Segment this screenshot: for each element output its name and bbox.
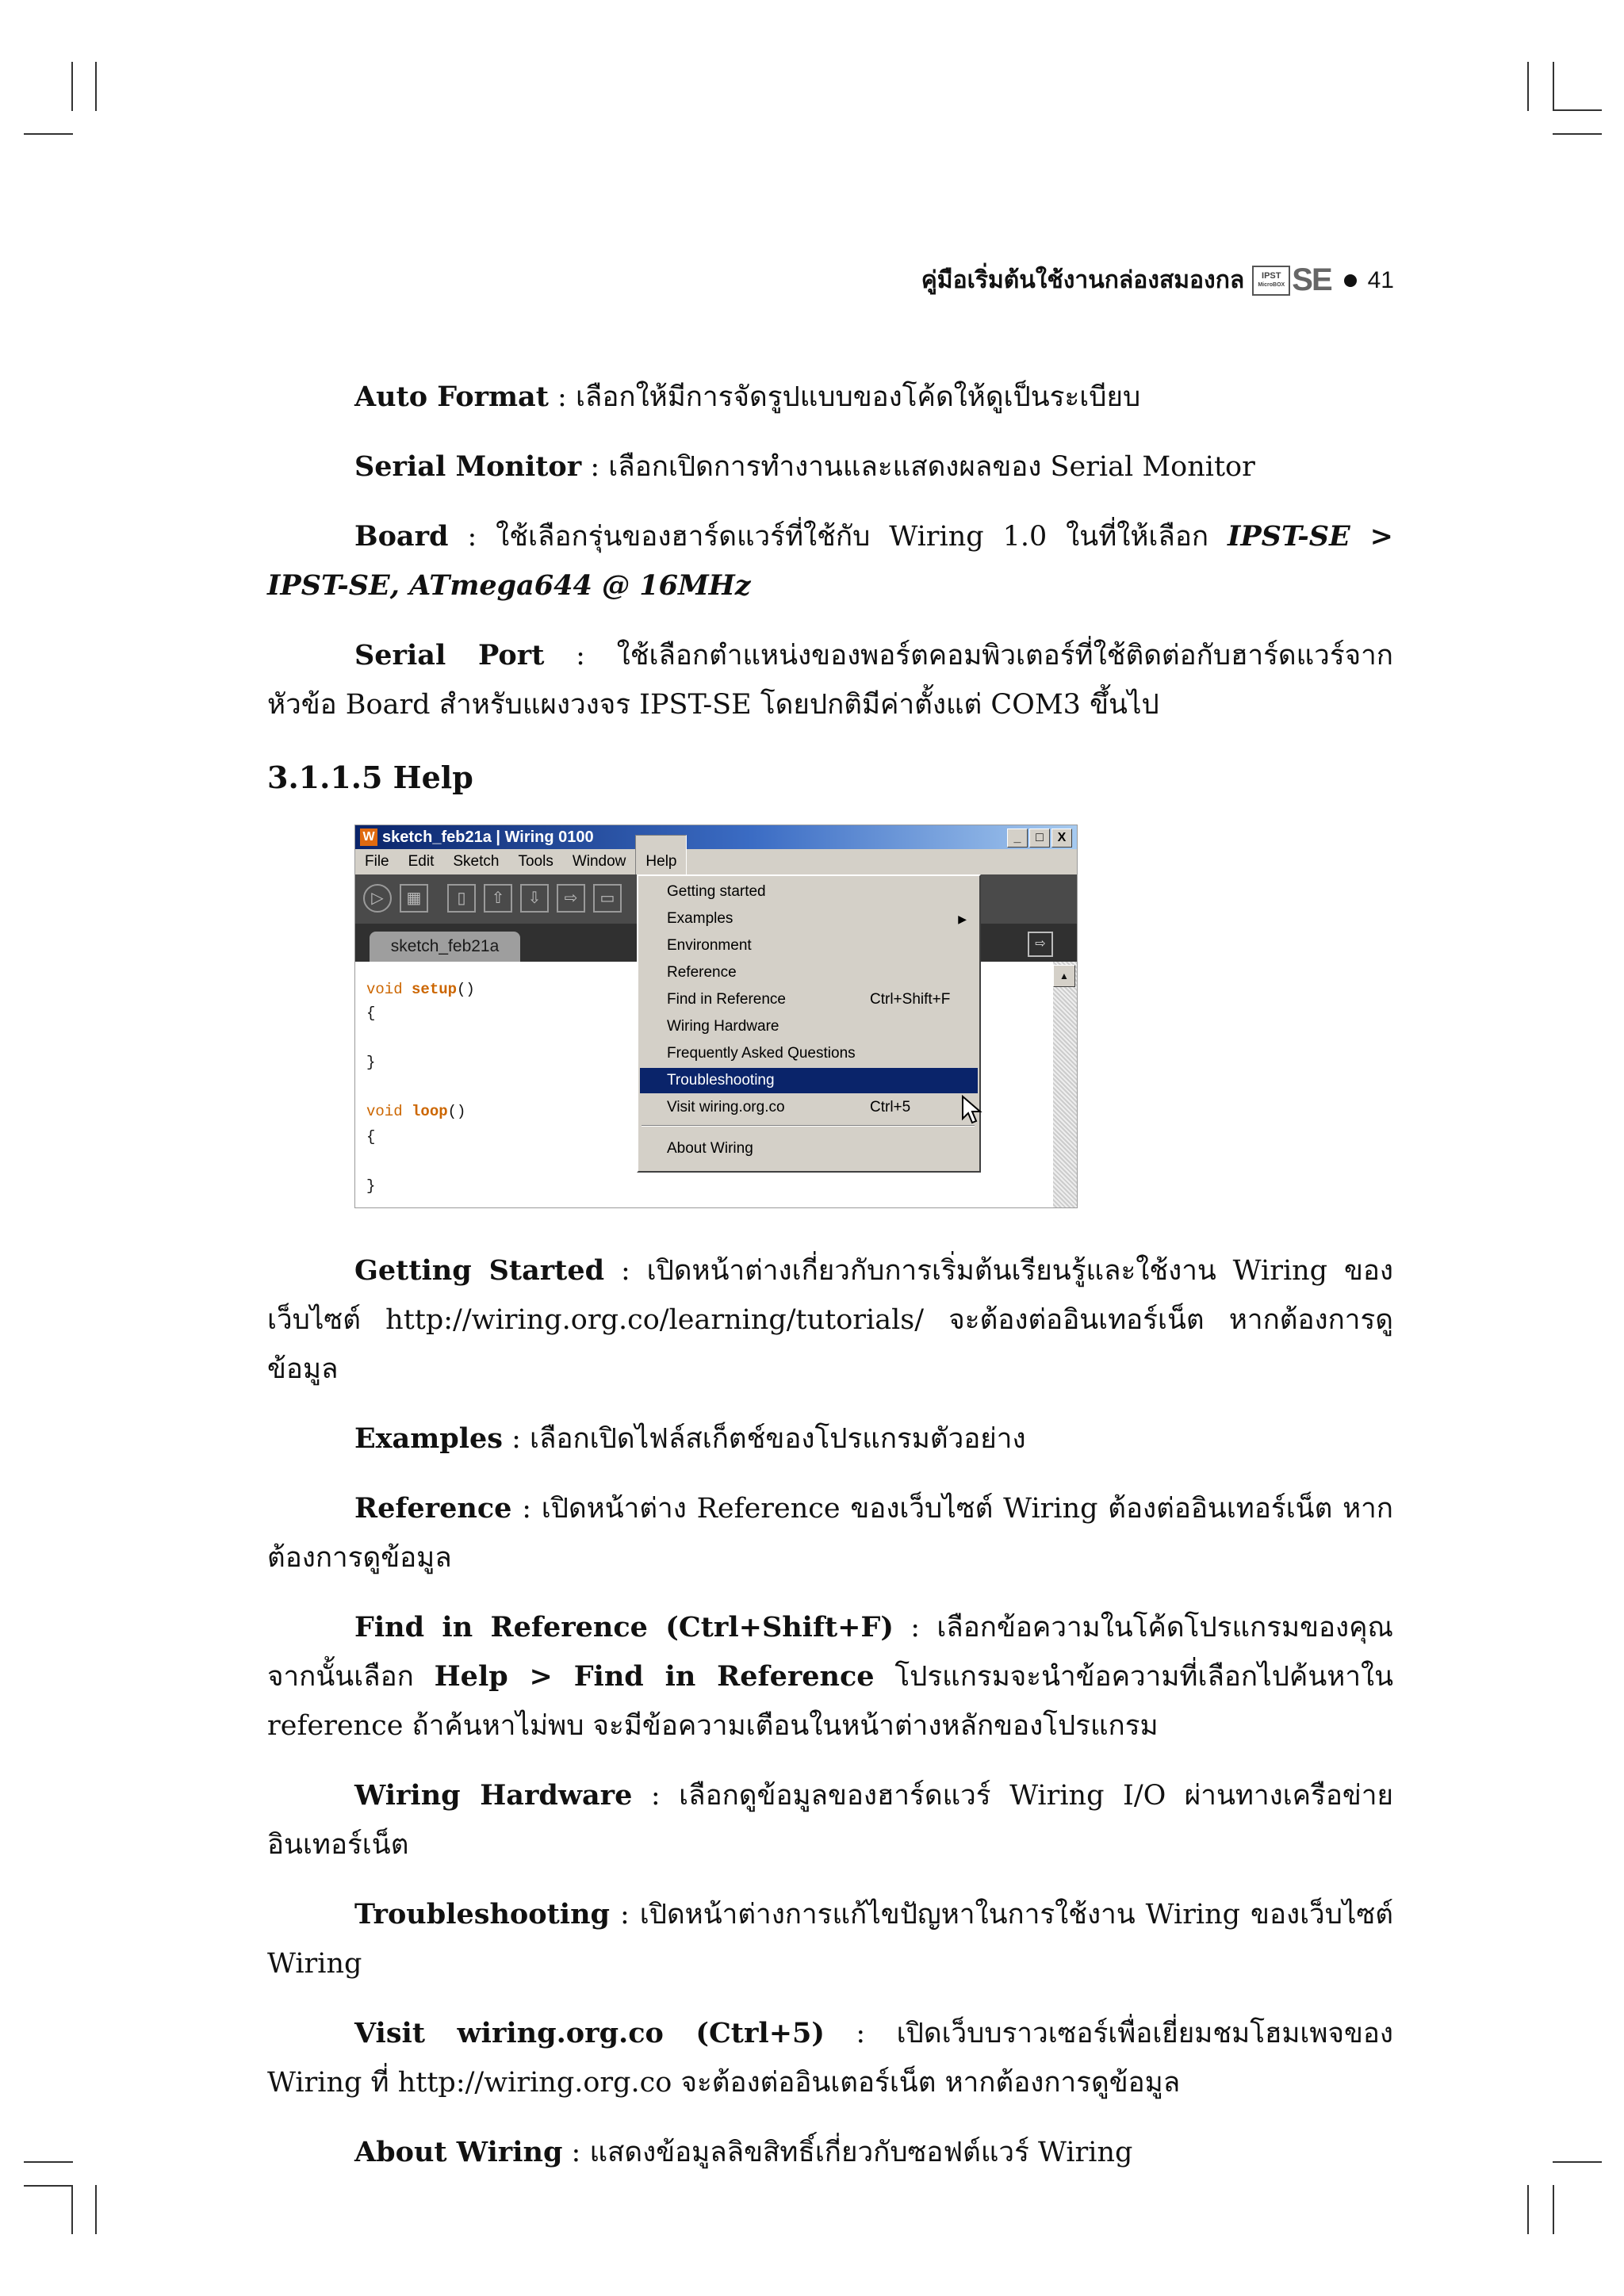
definition-about-wiring: About Wiring : แสดงข้อมูลลิขสิทธิ์เกี่ยวกับซอฟต์แวร์ Wiring [354, 2136, 1133, 2168]
book-title: คู่มือเริ่มต้นใช้งานกล่องสมองกล [921, 266, 1245, 294]
page-number: 41 [1367, 266, 1394, 293]
menu-window[interactable]: Window [572, 853, 626, 870]
help-item-about[interactable]: About Wiring [667, 1140, 753, 1157]
help-item-faq[interactable]: Frequently Asked Questions [667, 1045, 856, 1062]
definition-examples: Examples : เลือกเปิดไฟล์สเก็ตช์ของโปรแกรมตัวอย่าง [354, 1422, 1026, 1455]
code-line: } [366, 1177, 376, 1195]
menu-tools[interactable]: Tools [518, 853, 553, 870]
run-icon[interactable]: ▷ [363, 884, 392, 913]
ipst-se-logo [1252, 262, 1331, 298]
window-controls [1007, 828, 1072, 848]
logo-suffix: SE [1292, 262, 1331, 297]
save-icon[interactable]: ⇩ [520, 884, 549, 913]
code-line: void setup() [366, 981, 475, 998]
menu-help[interactable]: Help [635, 835, 687, 889]
wiring-ide-screenshot [354, 825, 1078, 1208]
running-header [921, 262, 1394, 299]
help-item-getting-started[interactable]: Getting started [667, 883, 766, 900]
definition-getting-started: Getting Started : เปิดหน้าต่างเกี่ยวกับการเริ่มต้นเรียนรู้และใช้งาน Wiring ของเว็บไซต์ http://wiring.org.co/learning/tutorials/ จะต้องต่ออินเทอร์เน็ต หากต้องการดูข้อมูล [267, 1254, 1393, 1385]
definition-reference: Reference : เปิดหน้าต่าง Reference ของเว็บไซต์ Wiring ต้องต่ออินเทอร์เน็ต หากต้องการดูข้อมูล [267, 1492, 1393, 1574]
code-line: } [366, 1054, 376, 1071]
serial-monitor-icon[interactable]: ▭ [593, 884, 622, 913]
window-title: sketch_feb21a | Wiring 0100 [382, 828, 594, 846]
bullet-icon [1344, 274, 1357, 287]
definition-serial-monitor: Serial Monitor : เลือกเปิดการทำงานและแสดงผลของ Serial Monitor [354, 450, 1255, 483]
tab-sketch[interactable]: sketch_feb21a [370, 932, 520, 962]
code-line: void loop() [366, 1103, 466, 1120]
close-button[interactable]: X [1051, 828, 1072, 848]
code-line: { [366, 1004, 376, 1022]
help-item-visit-website[interactable]: Visit wiring.org.co Ctrl+5 [640, 1095, 978, 1120]
maximize-button[interactable]: □ [1029, 828, 1050, 848]
help-item-environment[interactable]: Environment [667, 937, 752, 954]
new-file-icon[interactable]: ▯ [447, 884, 476, 913]
logo-box: IPST MicroBOX [1252, 266, 1290, 296]
code-line: { [366, 1128, 376, 1146]
section-heading: 3.1.1.5 Help [267, 760, 473, 795]
shortcut-label: Ctrl+5 [870, 1099, 911, 1115]
help-item-wiring-hardware[interactable]: Wiring Hardware [667, 1018, 779, 1035]
help-item-reference[interactable]: Reference [667, 964, 737, 981]
menu-file[interactable]: File [365, 853, 389, 870]
definition-board: Board : ใช้เลือกรุ่นของฮาร์ดแวร์ที่ใช้กับ Wiring 1.0 ในที่ให้เลือก IPST-SE > IPST-SE, ATmega644 @ 16MHz [267, 520, 1393, 602]
minimize-button[interactable]: _ [1007, 828, 1028, 848]
shortcut-label: Ctrl+Shift+F [870, 991, 951, 1008]
open-icon[interactable]: ⇧ [484, 884, 512, 913]
upload-icon[interactable]: ⇨ [557, 884, 585, 913]
definition-wiring-hardware: Wiring Hardware : เลือกดูข้อมูลของฮาร์ดแวร์ Wiring I/O ผ่านทางเครือข่ายอินเทอร์เน็ต [267, 1779, 1393, 1861]
stop-icon[interactable]: ▦ [400, 884, 428, 913]
menu-edit[interactable]: Edit [408, 853, 435, 870]
definition-serial-port: Serial Port : ใช้เลือกตำแหน่งของพอร์ตคอมพิวเตอร์ที่ใช้ติดต่อกับฮาร์ดแวร์จากหัวข้อ Board สำหรับแผงวงจร IPST-SE โดยปกติมีค่าตั้งแต่ COM3 ขึ้นไป [267, 639, 1393, 721]
help-dropdown-menu [637, 874, 981, 1173]
definition-troubleshooting: Troubleshooting : เปิดหน้าต่างการแก้ไขปัญหาในการใช้งาน Wiring ของเว็บไซต์ Wiring [267, 1898, 1393, 1980]
help-item-troubleshooting[interactable]: Troubleshooting [640, 1068, 978, 1093]
submenu-arrow-icon: ▶ [958, 913, 967, 925]
definition-visit-website: Visit wiring.org.co (Ctrl+5) : เปิดเว็บบราวเซอร์เพื่อเยี่ยมชมโฮมเพจของ Wiring ที่ http://wiring.org.co จะต้องต่ออินเตอร์เน็ต หากต้องการดูข้อมูล [267, 2017, 1393, 2099]
help-item-find-in-reference[interactable]: Find in Reference Ctrl+Shift+F [640, 987, 978, 1012]
definition-auto-format: Auto Format : เลือกให้มีการจัดรูปแบบของโค้ดให้ดูเป็นระเบียบ [354, 381, 1141, 413]
mouse-cursor-icon [961, 1095, 985, 1127]
wiring-app-icon: W [360, 828, 377, 846]
menu-sketch[interactable]: Sketch [453, 853, 500, 870]
page-body [267, 373, 1393, 2198]
tab-menu-arrow-icon[interactable]: ⇨ [1028, 932, 1053, 957]
definition-find-in-reference: Find in Reference (Ctrl+Shift+F) : เลือกข้อความในโค้ดโปรแกรมของคุณ จากนั้นเลือก Help > Find in Reference โปรแกรมจะนำข้อความที่เลือกไปค้นหาใน reference ถ้าค้นหาไม่พบ จะมีข้อความเตือนในหน้าต่างหลักของโปรแกรม [267, 1611, 1394, 1742]
help-item-examples[interactable]: Examples ▶ [640, 906, 978, 932]
scroll-up-icon[interactable]: ▲ [1053, 965, 1075, 987]
